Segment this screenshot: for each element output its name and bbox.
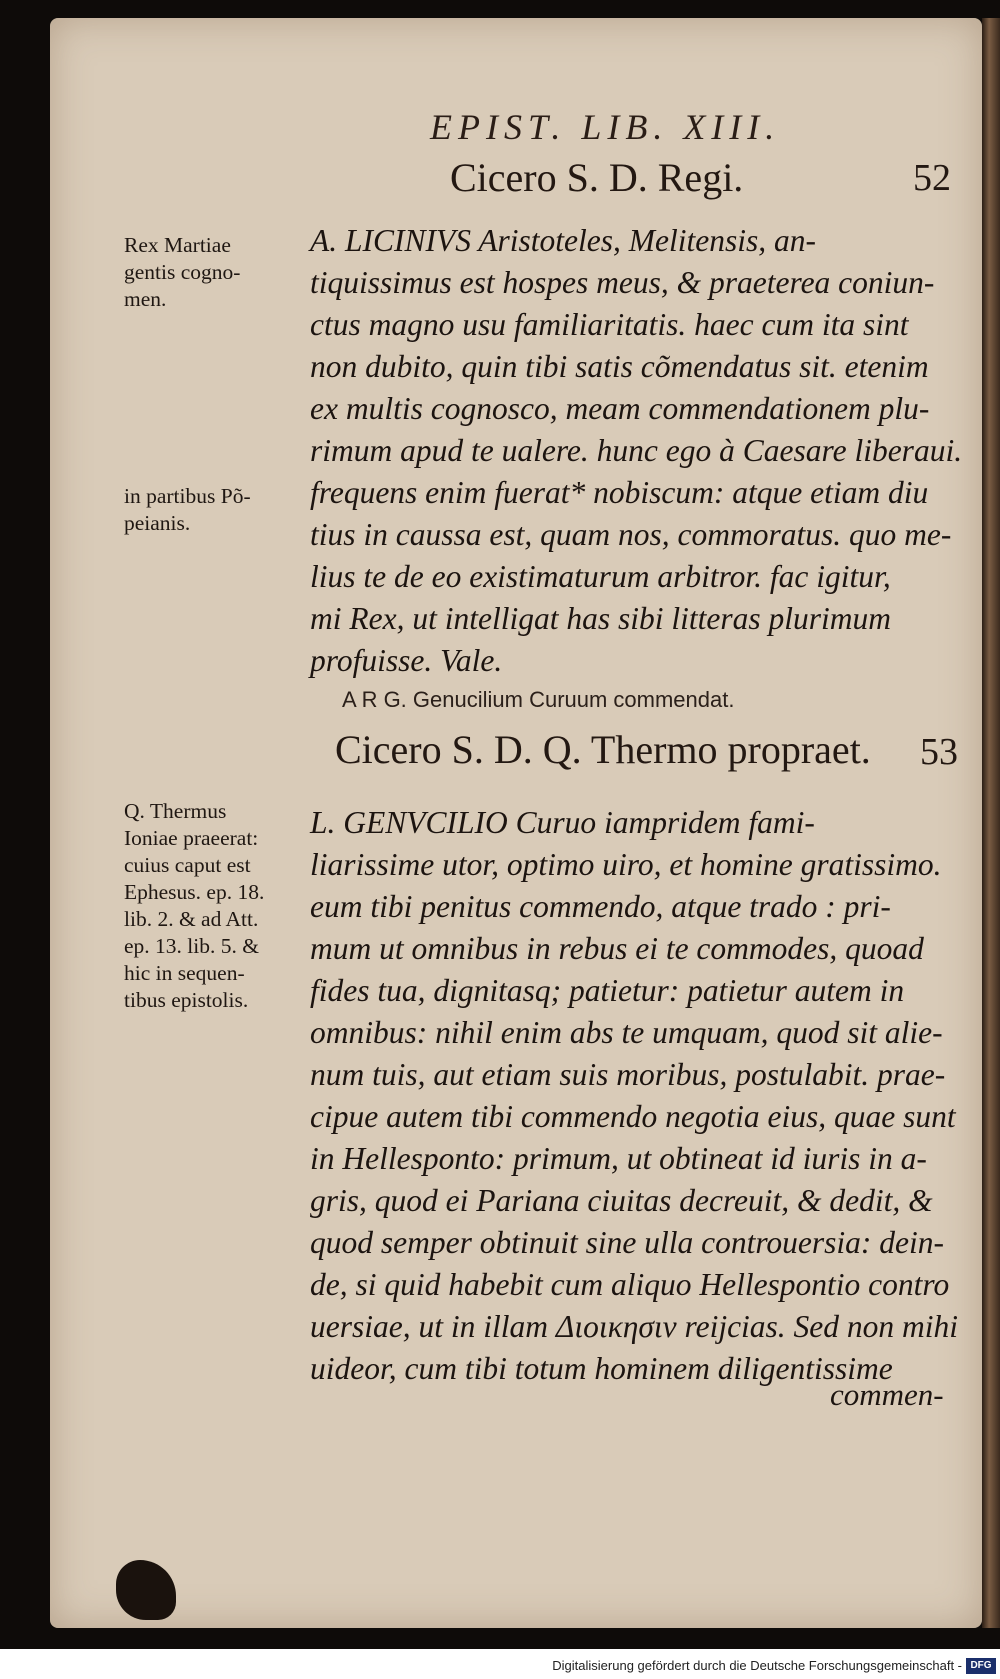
text-line: lius te de eo existimaturum arbitror. fac igitur, xyxy=(310,559,891,594)
margin-note-1 xyxy=(124,232,304,313)
text-line: ctus magno usu familiaritatis. haec cum ita sint xyxy=(310,307,909,342)
margin-note-line: gentis cogno- xyxy=(124,260,241,284)
text-line: num tuis, aut etiam suis moribus, postulabit. prae- xyxy=(310,1057,946,1092)
text-line: mi Rex, ut intelligat has sibi litteras plurimum xyxy=(310,601,891,636)
margin-note-line: hic in sequen- xyxy=(124,961,245,985)
margin-note-line: peianis. xyxy=(124,511,191,535)
text-line: eum tibi penitus commendo, atque trado : pri- xyxy=(310,889,891,924)
margin-note-line: tibus epistolis. xyxy=(124,988,249,1012)
text-line: uideor, cum tibi totum hominem diligentissime xyxy=(310,1351,893,1386)
page-edge xyxy=(982,18,1000,1628)
margin-note-line: Q. Thermus xyxy=(124,799,227,823)
text-line: L. GENVCILIO Curuo iampridem fami- xyxy=(310,805,815,840)
letter2-title: Cicero S. D. Q. Thermo propraet. xyxy=(335,727,871,772)
text-line: in Hellesponto: primum, ut obtineat id iuris in a- xyxy=(310,1141,927,1176)
margin-note-3 xyxy=(124,798,304,1014)
text-line: profuisse. Vale. xyxy=(310,643,503,678)
margin-note-line: lib. 2. & ad Att. xyxy=(124,907,259,931)
letter2-header xyxy=(335,726,958,773)
text-line: frequens enim fuerat* nobiscum: atque etiam diu xyxy=(310,475,929,510)
letter2-body xyxy=(310,802,959,1390)
text-line: gris, quod ei Pariana ciuitas decreuit, & dedit, & xyxy=(310,1183,933,1218)
margin-note-line: in partibus Põ- xyxy=(124,484,251,508)
margin-note-2 xyxy=(124,483,304,537)
text-line: non dubito, quin tibi satis cõmendatus sit. etenim xyxy=(310,349,929,384)
margin-note-line: Rex Martiae xyxy=(124,233,231,257)
letter2-number: 53 xyxy=(920,731,958,773)
text-line: tius in caussa est, quam nos, commoratus. quo me- xyxy=(310,517,952,552)
argument-line: A R G. Genucilium Curuum commendat. xyxy=(342,687,735,712)
margin-note-line: cuius caput est xyxy=(124,853,251,877)
dfg-logo: DFG xyxy=(966,1658,996,1674)
catchword: commen- xyxy=(830,1377,944,1412)
funding-credit: Digitalisierung gefördert durch die Deutsche Forschungsgemeinschaft - xyxy=(552,1658,962,1673)
margin-note-line: Ephesus. ep. 18. xyxy=(124,880,265,904)
margin-note-line: men. xyxy=(124,287,167,311)
running-head: EPIST. LIB. XIII. xyxy=(430,107,781,147)
letter1-number: 52 xyxy=(913,157,951,199)
text-line: cipue autem tibi commendo negotia eius, quae sunt xyxy=(310,1099,956,1134)
text-line: tiquissimus est hospes meus, & praeterea coniun- xyxy=(310,265,935,300)
margin-note-line: ep. 13. lib. 5. & xyxy=(124,934,259,958)
text-line: fides tua, dignitasq; patietur: patietur autem in xyxy=(310,973,905,1008)
text-line: mum ut omnibus in rebus ei te commodes, quoad xyxy=(310,931,924,966)
text-line: quod semper obtinuit sine ulla controuersia: dein- xyxy=(310,1225,945,1260)
text-line: de, si quid habebit cum aliquo Hellespontio contro xyxy=(310,1267,950,1302)
text-line: omnibus: nihil enim abs te umquam, quod sit alie- xyxy=(310,1015,943,1050)
letter1-header xyxy=(450,154,951,201)
text-line: ex multis cognosco, meam commendationem plu- xyxy=(310,391,930,426)
text-line: liarissime utor, optimo uiro, et homine gratissimo. xyxy=(310,847,942,882)
text-line: uersiae, ut in illam Διοικησιν reijcias. Sed non mihi xyxy=(310,1309,959,1344)
margin-note-line: Ioniae praeerat: xyxy=(124,826,259,850)
text-line: rimum apud te ualere. hunc ego à Caesare liberaui. xyxy=(310,433,963,468)
letter1-body xyxy=(310,220,963,682)
text-line: A. LICINIVS Aristoteles, Melitensis, an- xyxy=(310,223,816,258)
letter1-title: Cicero S. D. Regi. xyxy=(450,155,744,200)
